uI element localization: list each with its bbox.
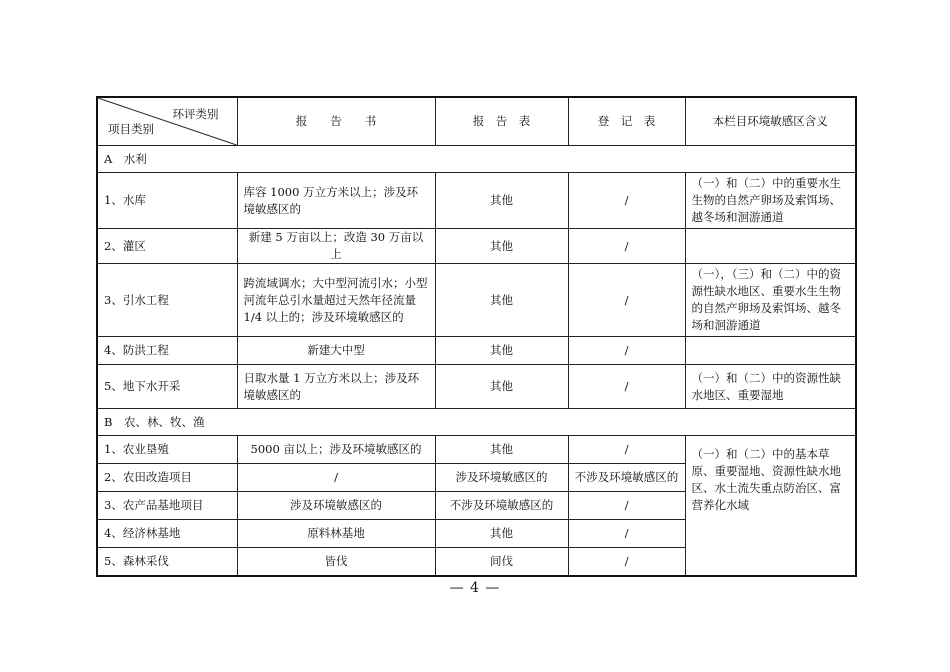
- item-cell: 3、引水工程: [97, 264, 237, 337]
- table-row: [97, 173, 856, 229]
- register-cell: /: [568, 436, 685, 464]
- header-sensitive-area-meaning: 本栏目环境敏感区含义: [685, 97, 856, 146]
- page-number: — 4 —: [449, 580, 501, 596]
- report-form-cell: 其他: [435, 520, 568, 548]
- item-cell: 4、防洪工程: [97, 337, 237, 365]
- item-cell: 2、农田改造项目: [97, 464, 237, 492]
- report-form-cell: 其他: [435, 173, 568, 229]
- register-cell: /: [568, 548, 685, 576]
- meaning-cell: [685, 337, 856, 365]
- header-corner-cell: [97, 97, 237, 146]
- report-book-cell: 涉及环境敏感区的: [237, 492, 435, 520]
- meaning-cell: （一），（三）和（二）中的资源性缺水地区、重要水生生物的自然产卵场及索饵场、越冬场和洄游通道: [685, 264, 856, 337]
- corner-label-eia-category: 环评类别: [172, 107, 219, 121]
- table-row: [97, 264, 856, 337]
- report-form-cell: 涉及环境敏感区的: [435, 464, 568, 492]
- register-cell: /: [568, 365, 685, 409]
- report-form-cell: 间伐: [435, 548, 568, 576]
- register-cell: /: [568, 492, 685, 520]
- item-cell: 5、森林采伐: [97, 548, 237, 576]
- register-cell: /: [568, 337, 685, 365]
- section-title: B 农、林、牧、渔: [97, 409, 856, 436]
- item-cell: 5、地下水开采: [97, 365, 237, 409]
- report-form-cell: 不涉及环境敏感区的: [435, 492, 568, 520]
- section-row: [97, 409, 856, 436]
- report-book-cell: 跨流域调水；大中型河流引水；小型河流年总引水量超过天然年径流量 1/4 以上的；涉及环境敏感区的: [237, 264, 435, 337]
- header-report-form: 报 告 表: [435, 97, 568, 146]
- table-row: [97, 229, 856, 264]
- meaning-cell: （一）和（二）中的资源性缺水地区、重要湿地: [685, 365, 856, 409]
- item-cell: 2、灌区: [97, 229, 237, 264]
- header-register-form: 登 记 表: [568, 97, 685, 146]
- report-form-cell: 其他: [435, 436, 568, 464]
- report-form-cell: 其他: [435, 264, 568, 337]
- item-cell: 3、农产品基地项目: [97, 492, 237, 520]
- item-cell: 1、农业垦殖: [97, 436, 237, 464]
- section-row: [97, 146, 856, 173]
- register-cell: /: [568, 264, 685, 337]
- item-cell: 1、水库: [97, 173, 237, 229]
- table-row: [97, 436, 856, 464]
- header-report-book: 报 告 书: [237, 97, 435, 146]
- report-book-cell: 库容 1000 万立方米以上；涉及环境敏感区的: [237, 173, 435, 229]
- register-cell: /: [568, 229, 685, 264]
- report-form-cell: 其他: [435, 337, 568, 365]
- register-cell: 不涉及环境敏感区的: [568, 464, 685, 492]
- report-book-cell: 原料林基地: [237, 520, 435, 548]
- meaning-cell: （一）和（二）中的重要水生生物的自然产卵场及索饵场、越冬场和洄游通道: [685, 173, 856, 229]
- report-book-cell: 日取水量 1 万立方米以上；涉及环境敏感区的: [237, 365, 435, 409]
- register-cell: /: [568, 520, 685, 548]
- header-row: [97, 97, 856, 146]
- register-cell: /: [568, 173, 685, 229]
- corner-label-project-category: 项目类别: [108, 122, 154, 136]
- report-book-cell: 新建 5 万亩以上；改造 30 万亩以上: [237, 229, 435, 264]
- item-cell: 4、经济林基地: [97, 520, 237, 548]
- report-book-cell: /: [237, 464, 435, 492]
- report-book-cell: 皆伐: [237, 548, 435, 576]
- table-row: [97, 337, 856, 365]
- meaning-cell: [685, 229, 856, 264]
- report-book-cell: 5000 亩以上；涉及环境敏感区的: [237, 436, 435, 464]
- section-title: A 水利: [97, 146, 856, 173]
- report-form-cell: 其他: [435, 229, 568, 264]
- table-row: [97, 365, 856, 409]
- eia-classification-table: [96, 96, 857, 577]
- report-book-cell: 新建大中型: [237, 337, 435, 365]
- report-form-cell: 其他: [435, 365, 568, 409]
- meaning-cell: （一）和（二）中的基本草原、重要湿地、资源性缺水地区、水土流失重点防治区、富营养化水域: [685, 436, 856, 576]
